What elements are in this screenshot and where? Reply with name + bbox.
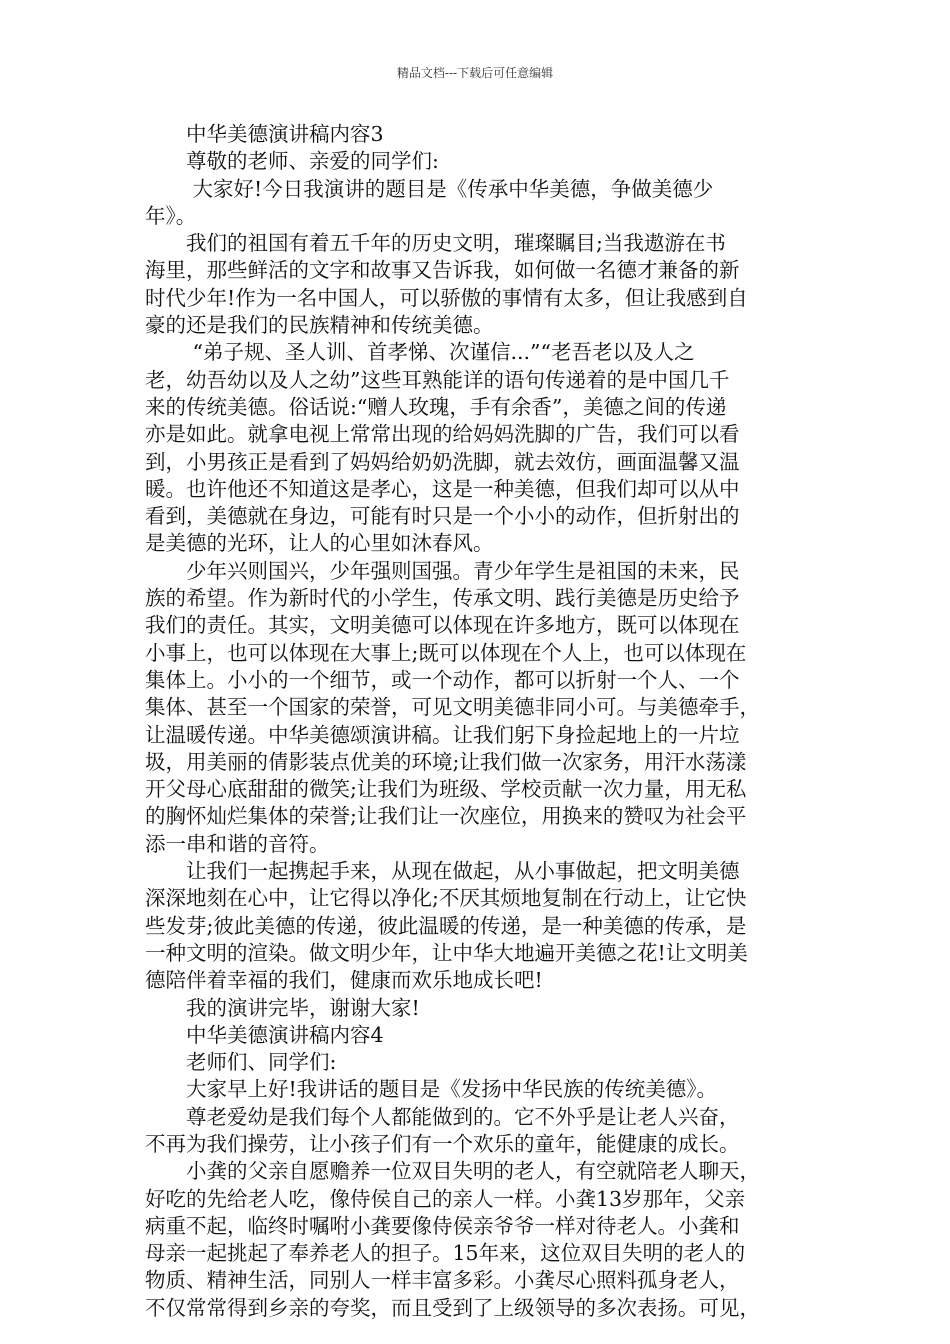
text-line: 一种文明的渲染。做文明少年，让中华大地遍开美德之花!让文明美 <box>145 940 748 965</box>
text-line: 让我们一起携起手来，从现在做起，从小事做起，把文明美德 <box>186 859 740 884</box>
text-line: 尊敬的老师、亲爱的同学们: <box>186 149 439 174</box>
text-line: 尊老爱幼是我们每个人都能做到的。它不外乎是让老人兴奋， <box>186 1104 740 1129</box>
text-line: 的胸怀灿烂集体的荣誉;让我们让一次座位，用换来的赞叹为社会平 <box>145 804 747 829</box>
text-line: 我们的责任。其实，文明美德可以体现在许多地方，既可以体现在 <box>145 613 740 638</box>
text-line: 看到，美德就在身边，可能有时只是一个小小的动作，但折射出的 <box>145 504 740 529</box>
text-line: 大家早上好!我讲话的题目是《发扬中华民族的传统美德》。 <box>186 1077 717 1102</box>
text-line: 不仅常常得到乡亲的夸奖，而且受到了上级领导的多次表扬。可见， <box>145 1295 760 1320</box>
text-line: 暖。也许他还不知道这是孝心，这是一种美德，但我们却可以从中 <box>145 476 740 501</box>
text-line: 母亲一起挑起了奉养老人的担子。15年来，这位双目失明的老人的 <box>145 1241 746 1266</box>
text-line: 亦是如此。就拿电视上常常出现的给妈妈洗脚的广告，我们可以看 <box>145 422 740 447</box>
text-line: 添一串和谐的音符。 <box>145 831 330 856</box>
text-line: 中华美德演讲稿内容4 <box>186 1022 384 1047</box>
text-line: 德陪伴着幸福的我们，健康而欢乐地成长吧! <box>145 968 543 993</box>
text-line: 开父母心底甜甜的微笑;让我们为班级、学校贡献一次力量，用无私 <box>145 777 747 802</box>
text-line: 让温暖传递。中华美德颂演讲稿。让我们躬下身捡起地上的一片垃 <box>145 722 740 747</box>
text-line: 不再为我们操劳，让小孩子们有一个欢乐的童年，能健康的成长。 <box>145 1131 740 1156</box>
text-line: 病重不起，临终时嘱咐小龚要像侍侯亲爷爷一样对待老人。小龚和 <box>145 1213 740 1238</box>
text-line: 时代少年!作为一名中国人，可以骄傲的事情有太多，但让我感到自 <box>145 285 748 310</box>
text-line: 到，小男孩正是看到了妈妈给奶奶洗脚，就去效仿，画面温馨又温 <box>145 449 740 474</box>
text-line: 集体、甚至一个国家的荣誉，可见文明美德非同小可。与美德牵手， <box>145 695 760 720</box>
text-line: 深深地刻在心中，让它得以净化;不厌其烦地复制在行动上，让它快 <box>145 886 747 911</box>
page-header: 精品文档---下载后可任意编辑 <box>396 66 554 80</box>
text-line: 好吃的先给老人吃，像侍侯自己的亲人一样。小龚13岁那年，父亲 <box>145 1186 746 1211</box>
text-line: 年》。 <box>145 203 197 228</box>
text-line: 少年兴则国兴，少年强则国强。青少年学生是祖国的未来，民 <box>186 558 740 583</box>
text-line: “弟子规、圣人训、首孝悌、次谨信...”“老吾老以及人之 <box>186 340 695 365</box>
text-line: 物质、精神生活，同别人一样丰富多彩。小龚尽心照料孤身老人， <box>145 1268 740 1293</box>
text-line: 来的传统美德。俗话说:“赠人玫瑰，手有余香”，美德之间的传递 <box>145 394 727 419</box>
text-line: 大家好!今日我演讲的题目是《传承中华美德，争做美德少 <box>186 176 714 201</box>
text-line: 老，幼吾幼以及人之幼”这些耳熟能详的语句传递着的是中国几千 <box>145 367 730 392</box>
document-body <box>145 121 813 1322</box>
text-line: 些发芽;彼此美德的传递，彼此温暖的传递，是一种美德的传承，是 <box>145 913 747 938</box>
text-line: 我们的祖国有着五千年的历史文明，璀璨瞩目;当我遨游在书 <box>186 231 726 256</box>
text-line: 是美德的光环，让人的心里如沐春风。 <box>145 531 494 556</box>
text-line: 小龚的父亲自愿赡养一位双目失明的老人，有空就陪老人聊天， <box>186 1159 760 1184</box>
text-line: 中华美德演讲稿内容3 <box>186 122 384 146</box>
text-line: 老师们、同学们: <box>186 1050 337 1075</box>
text-line: 集体上。小小的一个细节，或一个动作，都可以折射一个人、一个 <box>145 667 740 692</box>
text-line: 小事上，也可以体现在大事上;既可以体现在个人上，也可以体现在 <box>145 640 747 665</box>
text-line: 我的演讲完毕，谢谢大家! <box>186 995 420 1020</box>
text-line: 族的希望。作为新时代的小学生，传承文明、践行美德是历史给予 <box>145 586 740 611</box>
text-line: 海里，那些鲜活的文字和故事又告诉我，如何做一名德才兼备的新 <box>145 258 740 283</box>
text-line: 豪的还是我们的民族精神和传统美德。 <box>145 313 494 338</box>
text-line: 圾，用美丽的倩影装点优美的环境;让我们做一次家务，用汗水荡漾 <box>145 749 747 774</box>
